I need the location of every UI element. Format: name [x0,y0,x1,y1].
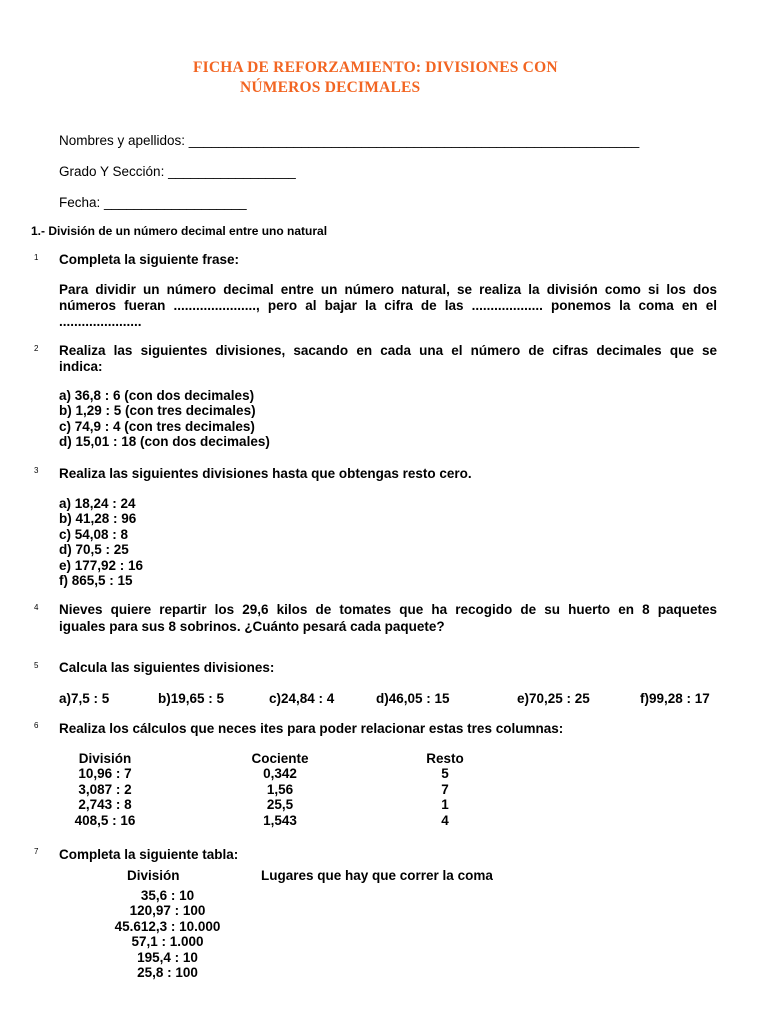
table-cell: 2,743 : 8 [78,797,132,813]
item-list [59,496,143,588]
list-item: e) 177,92 : 16 [59,557,144,573]
paragraph-line: ...................... [59,314,142,329]
paragraph-line: Para dividir un número decimal entre un número natural, se realiza la división como si los dos [59,282,717,297]
question-title: Completa la siguiente tabla: [59,847,239,862]
table-cell: 10,96 : 7 [78,766,132,782]
list-item: c)24,84 : 4 [269,691,335,706]
column-header: División [78,751,132,766]
column-header: Lugares que hay que correr la coma [261,868,493,883]
table-cell: 5 [441,766,449,782]
table-cell: 3,087 : 2 [78,781,132,797]
table-cell: 1,543 [263,812,297,828]
question-number: 1 [34,253,39,262]
column-header: Resto [426,751,464,766]
grade-field: Grado Y Sección: _________________ [59,164,296,179]
question-title: Realiza los cálculos que neces ites para poder relacionar estas tres columnas: [59,721,564,736]
list-item: d) 70,5 : 25 [59,542,129,558]
table-cell: 120,97 : 100 [129,903,206,919]
question-number: 5 [34,661,39,670]
table-cell: 1 [441,797,449,813]
table-cell: 195,4 : 10 [137,949,198,965]
table-cell: 0,342 [263,766,297,782]
question-title: Calcula las siguientes divisiones: [59,660,275,675]
list-item: a) 18,24 : 24 [59,496,136,511]
page-title-line2: NÚMEROS DECIMALES [240,79,421,96]
name-field: Nombres y apellidos: ____________________________________________________________ [59,133,640,148]
paragraph-line: números fueran ......................, pero al bajar la cifra de las ................... ponemos la coma en el [59,298,717,313]
division-list [95,888,240,980]
column-remainder [405,751,485,828]
table-cell: 57,1 : 1.000 [131,934,204,950]
question-title: Nieves quiere repartir los 29,6 kilos de tomates que ha recogido de su huerto en 8 paquetes [59,602,717,617]
question-title-line2: iguales para sus 8 sobrinos. ¿Cuánto pesará cada paquete? [59,619,445,634]
question-title: Realiza las siguientes divisiones, sacando en cada una el número de cifras decimales que se [59,343,717,358]
question-number: 7 [34,847,39,856]
list-item: d) 15,01 : 18 (con dos decimales) [59,434,270,450]
column-division [60,751,150,828]
table-cell: 1,56 [266,781,294,797]
list-item: b)19,65 : 5 [158,691,225,706]
list-item: e)70,25 : 25 [517,691,590,706]
list-item: c) 54,08 : 8 [59,526,129,542]
column-quotient [235,751,325,828]
table-cell: 408,5 : 16 [74,812,136,828]
question-number: 3 [34,466,39,475]
list-item: d)46,05 : 15 [376,691,450,706]
list-item: c) 74,9 : 4 (con tres decimales) [59,418,255,434]
table-cell: 25,8 : 100 [137,964,198,980]
question-title: Completa la siguiente frase: [59,252,240,267]
list-item: b) 1,29 : 5 (con tres decimales) [59,403,256,419]
question-number: 4 [34,603,39,612]
question-title: Realiza las siguientes divisiones hasta que obtengas resto cero. [59,466,472,481]
list-item: a)7,5 : 5 [59,691,110,706]
table-cell: 4 [441,812,449,828]
page-title: FICHA DE REFORZAMIENTO: DIVISIONES CON [193,59,558,76]
date-field: Fecha: ___________________ [59,195,247,210]
column-header: División [127,868,180,883]
question-number: 2 [34,344,39,353]
table-cell: 25,5 [266,797,294,813]
list-item: f)99,28 : 17 [640,691,710,706]
table-cell: 7 [441,781,449,797]
list-item: a) 36,8 : 6 (con dos decimales) [59,388,255,403]
list-item: f) 865,5 : 15 [59,572,133,588]
list-item: b) 41,28 : 96 [59,511,137,527]
table-cell: 35,6 : 10 [140,888,195,903]
table-cell: 45.612,3 : 10.000 [114,918,221,934]
column-header: Cociente [251,751,309,766]
question-number: 6 [34,721,39,730]
question-title-line2: indica: [59,359,103,374]
item-list [59,388,270,450]
section-heading: 1.- División de un número decimal entre uno natural [31,224,328,238]
